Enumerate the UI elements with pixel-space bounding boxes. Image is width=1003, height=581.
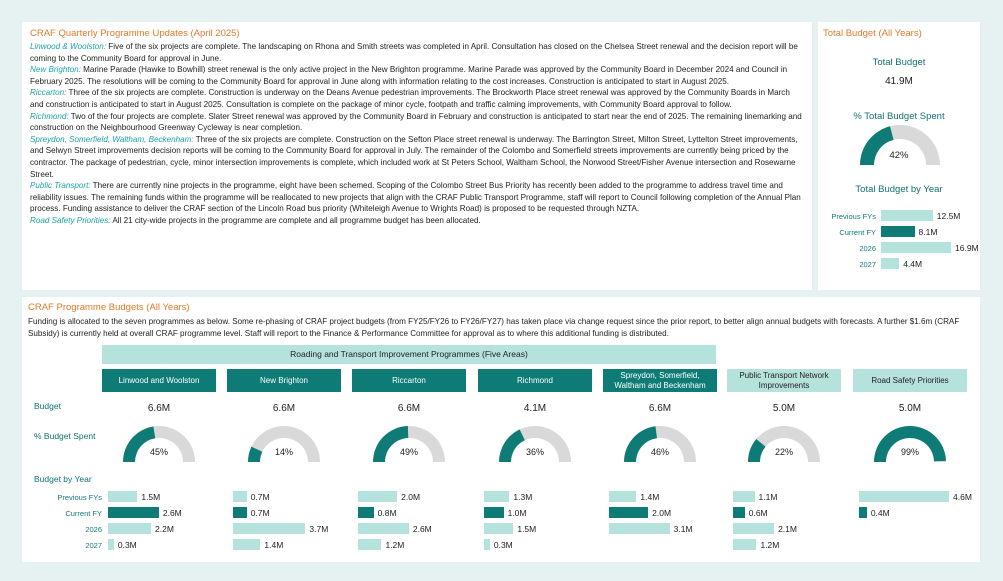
programme-spent-pct: 22%	[774, 447, 793, 457]
update-text: Three of the six projects are complete. Construction is underway on the Deans Avenue pedestrian improvements. The Brockworth Place street renewal was approved by the Community Boards in March and construction is anticipated to start in August 2025. Consultation is complete on the package of minor cycle, footpath and traffic calming improvements, with Community Board approval to follow.	[30, 88, 790, 109]
year-value: 8.1M	[918, 227, 938, 237]
programme-header: Richmond	[478, 369, 592, 392]
update-paragraph	[30, 215, 804, 227]
programme-year-bar	[733, 507, 745, 518]
row-label-by-year: Budget by Year	[34, 474, 92, 484]
programme-spent-pct: 36%	[525, 447, 544, 457]
updates-title: CRAF Quarterly Programme Updates (April 2025)	[30, 28, 240, 39]
total-budget-label: Total Budget	[872, 57, 926, 68]
programme-year-bar	[484, 491, 509, 502]
programme-header: New Brighton	[227, 369, 341, 392]
programme-year-value: 0.7M	[250, 508, 270, 518]
year-row-label: 2026	[85, 525, 102, 534]
year-bar	[881, 210, 933, 221]
programme-year-bar	[609, 523, 670, 534]
programme-year-value: 2.6M	[412, 524, 432, 534]
update-paragraph	[30, 180, 804, 215]
year-bar	[881, 258, 899, 269]
programme-year-bar	[233, 507, 247, 518]
programme-header: Public Transport Network Improvements	[727, 369, 841, 392]
programme-spent-pct: 46%	[650, 447, 669, 457]
programme-year-bar	[358, 523, 409, 534]
programme-year-bar	[233, 523, 305, 534]
programme-spent-pct: 14%	[274, 447, 293, 457]
programme-year-bar	[484, 507, 504, 518]
programme-year-value: 1.3M	[513, 492, 533, 502]
year-label: Previous FYs	[831, 212, 876, 221]
programme-budget-value: 6.6M	[648, 403, 672, 414]
programme-year-bar	[108, 507, 159, 518]
updates-body	[30, 41, 804, 227]
programme-budget-value: 6.6M	[397, 403, 421, 414]
programme-budget-value: 5.0M	[772, 403, 796, 414]
year-value: 12.5M	[936, 211, 961, 221]
programme-spent-gauge	[372, 424, 446, 464]
programme-budget-value: 6.6M	[147, 403, 171, 414]
year-bar	[881, 242, 951, 253]
programme-budgets-panel	[22, 297, 980, 562]
programme-year-value: 2.2M	[155, 524, 174, 534]
total-budget-panel	[818, 22, 980, 290]
programme-spent-gauge	[873, 424, 947, 464]
programme-name: Riccarton:	[30, 88, 67, 98]
programme-year-bar	[108, 523, 151, 534]
programme-year-bar	[358, 507, 374, 518]
year-label: 2026	[859, 244, 876, 253]
quarterly-updates-panel	[22, 22, 812, 290]
programme-year-value: 2.6M	[162, 508, 182, 518]
programme-year-bar	[484, 523, 513, 534]
year-label: 2027	[859, 260, 876, 269]
programme-year-value: 0.3M	[117, 540, 137, 550]
programme-spent-gauge	[122, 424, 196, 464]
programme-spent-gauge	[498, 424, 572, 464]
update-text: Five of the six projects are complete. The landscaping on Rhona and Smith streets was completed in April. Consultation has closed on the Chelsea Street renewal and the decision report will be coming to the Community Board for approval in June.	[30, 42, 798, 63]
programme-year-bar	[358, 491, 397, 502]
programme-year-value: 1.4M	[640, 492, 660, 502]
programme-header: Linwood and Woolston	[102, 369, 216, 392]
percent-spent-label: % Total Budget Spent	[853, 111, 945, 122]
update-paragraph	[30, 64, 804, 87]
programme-year-bar	[733, 523, 774, 534]
update-paragraph	[30, 87, 804, 110]
programme-spent-gauge	[247, 424, 321, 464]
update-paragraph	[30, 111, 804, 134]
year-row-label: Previous FYs	[57, 493, 102, 502]
programme-name: Richmond:	[30, 111, 69, 121]
update-paragraph	[30, 134, 804, 180]
programme-year-value: 1.5M	[517, 524, 537, 534]
programme-year-value: 0.4M	[870, 508, 890, 518]
programme-budgets-title: CRAF Programme Budgets (All Years)	[28, 302, 190, 313]
programme-budget-value: 4.1M	[523, 403, 547, 414]
year-bar	[881, 226, 915, 237]
total-spent-gauge	[860, 123, 940, 169]
programme-year-value: 4.6M	[953, 492, 972, 502]
update-text: Three of the six projects are complete. Construction on the Sefton Place street renewal is underway. The Barrington Street, Milton Street, Lyttelton Street improvements, and Selwyn Street improvements decision reports will be coming to the Community Board for approval in July. The remainder of the Colombo and Somerfield streets improvements are currently being priced by the contractor. The package of pedestrian, cycle, minor intersection improvements is complete, which included work at St Peters School, Waltham School, the Norwood Street/Fisher Avenue intersection and Rosewarne Street.	[30, 134, 798, 179]
budget-by-year-label: Total Budget by Year	[855, 184, 943, 195]
year-row-label: 2027	[85, 541, 102, 550]
programme-year-bar	[609, 491, 636, 502]
programme-budgets-description: Funding is allocated to the seven programmes as below. Some re-phasing of CRAF project budgets (from FY25/FY26 to FY26/FY27) has taken place via change request since the prior report, to better align annual budgets with forecasts. A further $1.6m (CRAF Subsidy) is currently held at overall CRAF programme level. Staff will report to the Finance & Performance Committee for approval as to where this additional funding is distributed.	[28, 317, 960, 338]
programme-year-bar	[108, 491, 137, 502]
programme-year-bar	[484, 539, 490, 550]
programme-year-bar	[233, 491, 247, 502]
programme-spent-pct: 49%	[399, 447, 418, 457]
programme-budget-value: 5.0M	[898, 403, 922, 414]
programme-year-value: 1.2M	[760, 540, 780, 550]
programme-year-value: 1.5M	[141, 492, 161, 502]
programme-year-value: 1.4M	[264, 540, 284, 550]
row-label-budget: Budget	[34, 401, 61, 411]
update-text: There are currently nine projects in the programme, eight have been schemed. Scoping of the Colombo Street Bus Priority has recently been added to the programme to address travel time and reliability issues. The remaining funds within the programme will be reallocated to new projects that align with the CRAF Public Transport Programme, staff will report to Council following completion of the Annual Plan process. Funding assistance to deliver the CRAF section of the Lincoln Road bus priority (Whiteleigh Avenue to Wrights Road) is proposed to be requested through NZTA.	[30, 181, 801, 214]
programme-name: Public Transport:	[30, 181, 91, 191]
programme-year-value: 3.7M	[309, 524, 329, 534]
programme-spent-gauge	[623, 424, 697, 464]
row-label-spent: % Budget Spent	[34, 431, 96, 441]
programme-year-value: 0.8M	[377, 508, 397, 518]
programme-year-value: 1.1M	[758, 492, 778, 502]
programme-year-bar	[358, 539, 381, 550]
programme-year-bar	[859, 507, 867, 518]
programme-year-value: 0.3M	[493, 540, 513, 550]
year-value: 4.4M	[903, 259, 923, 269]
programme-spent-pct: 99%	[900, 447, 919, 457]
update-text: Marine Parade (Hawke to Bowhill) street renewal is the only active project in the New Brighton programme. Marine Parade was approved by the Community Board in December 2024 and Council in February 2025. The resolutions will be coming to the Community Board for approval in June along with information relating to the cost increases. Construction is anticipated to start in August 2025.	[30, 65, 788, 86]
total-budget-value: 41.9M	[885, 76, 913, 87]
programme-year-value: 3.1M	[673, 524, 693, 534]
programme-spent-gauge	[747, 424, 821, 464]
programme-year-bar	[733, 539, 756, 550]
programme-year-bar	[108, 539, 114, 550]
programme-year-value: 2.0M	[652, 508, 672, 518]
programme-name: Road Safety Priorities:	[30, 215, 111, 225]
programme-year-value: 1.0M	[507, 508, 527, 518]
programme-header: Road Safety Priorities	[853, 369, 967, 392]
year-value: 16.9M	[955, 243, 979, 253]
programme-header: Spreydon, Somerfield, Waltham and Beckenham	[603, 369, 717, 392]
update-text: All 21 city-wide projects in the programme are complete and all programme budget has been allocated.	[110, 215, 481, 225]
programme-header: Riccarton	[352, 369, 466, 392]
total-spent-pct: 42%	[889, 150, 909, 161]
programme-year-bar	[233, 539, 260, 550]
programme-year-value: 0.7M	[250, 492, 270, 502]
programme-name: New Brighton:	[30, 65, 81, 75]
year-row-label: Current FY	[65, 509, 102, 518]
update-text: Two of the four projects are complete. Slater Street renewal was approved by the Community Board in February and construction is anticipated to start near the end of 2025. The remaining linemarking and construction on the Neighbourhood Greenway Cycleway is near completion.	[30, 111, 802, 133]
programme-name: Spreydon, Somerfield, Waltham, Beckenham:	[30, 134, 194, 144]
gauge-fill	[499, 429, 525, 462]
total-budget-title: Total Budget (All Years)	[823, 28, 922, 39]
programme-year-bar	[733, 491, 755, 502]
programme-year-value: 2.0M	[401, 492, 421, 502]
programme-year-bar	[609, 507, 648, 518]
programme-budget-value: 6.6M	[272, 403, 296, 414]
update-paragraph	[30, 41, 804, 64]
programme-spent-pct: 45%	[149, 447, 168, 457]
roading-group-header: Roading and Transport Improvement Programmes (Five Areas)	[102, 345, 716, 364]
year-label: Current FY	[839, 228, 876, 237]
programme-year-bar	[859, 491, 949, 502]
programme-name: Linwood & Woolston:	[30, 42, 107, 51]
programme-year-value: 2.1M	[778, 524, 797, 534]
programme-year-value: 1.2M	[385, 540, 405, 550]
programme-year-value: 0.6M	[748, 508, 768, 518]
